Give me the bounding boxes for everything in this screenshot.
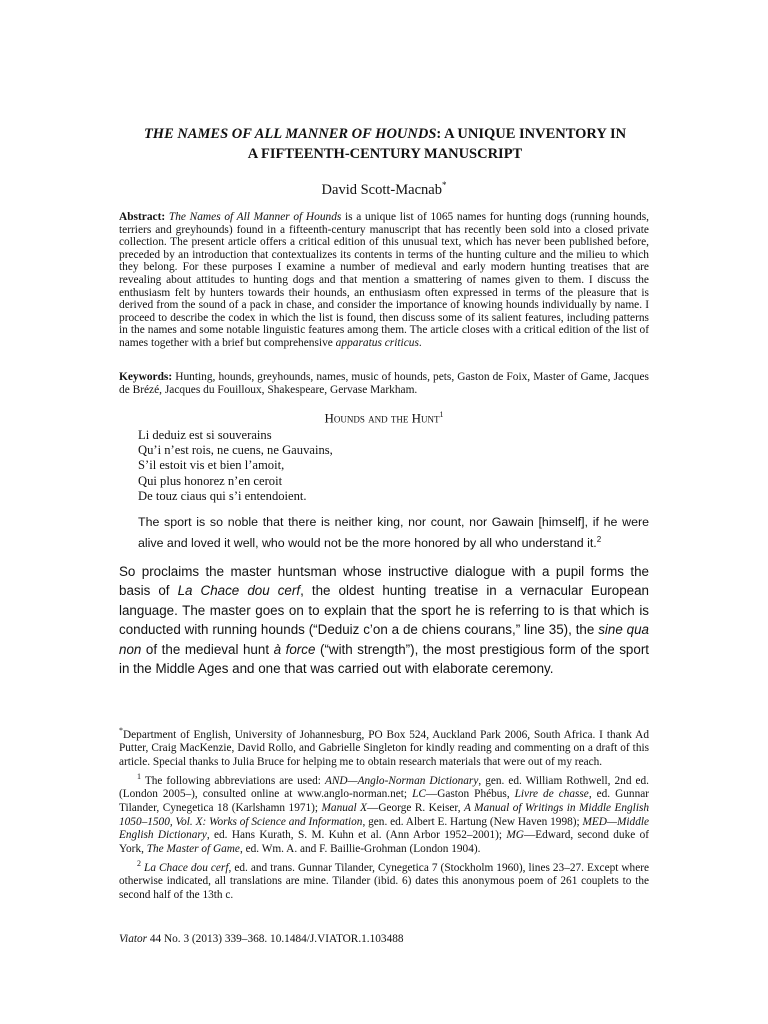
title-italic: THE NAMES OF ALL MANNER OF HOUNDS [143,126,437,142]
footnote-text: , ed. Hans Kurath, S. M. Kuhn et al. (Ann Arbor 1952–2001); [206,829,507,842]
author-line [0,180,768,199]
keywords-text: Hunting, hounds, greyhounds, names, music of hounds, pets, Gaston de Foix, Master of Game, Jacques de Brézé, Jacques du Fouilloux, Shakespeare, Gervase Markham. [119,371,649,396]
footnote-italic: A Manual of Writings in Middle English 1050–1500, Vol. X: Works of Science and Information [119,802,650,828]
footnote-italic: MED—Middle English Dictionary [119,815,649,842]
footnote-mark: 2 [137,858,141,868]
journal-name: Viator [119,933,148,945]
article-title [120,124,650,164]
abstract-text: is a unique list of 1065 names for hunting dogs (running hounds, terriers and greyhounds) found in a fifteenth-century manuscript that has recently been sold into a closed private collection. The present article offers a critical edition of this unusual text, which has never been published before, preceded by an introduction that contextualizes its contents in terms of the hunting culture and the milieu to which they belong. For these purposes I examine a number of medieval and early modern hunting treatises that are revealing about attitudes to hunting dogs and that mention a smattering of names given to them. I discuss the enthusiasm felt by hunters towards their hounds, an enthusiasm often expressed in terms of the pleasure that is derived from the sound of a pack in chase, and consider the importance of knowing hounds individually by name. I proceed to describe the codex in which the list is found, then discuss some of its salient features, including patterns in the names and some notable linguistic features among them. The article closes with a critical edition of the list of names together with a brief but comprehensive [119,211,650,349]
footnote-text: Department of English, University of Johannesburg, PO Box 524, Auckland Park 2006, South Africa. I thank Ad Putter, Craig MacKenzie, David Rollo, and Gabrielle Singleton for kindly reading and commenting on a draft of this article. Special thanks to Julia Bruce for helping me to obtain research materials that were out of my reach. [119,728,649,769]
citation-text: 44 No. 3 (2013) 339–368. 10.1484/J.VIATOR.1.103488 [147,933,404,945]
footnote-text: , ed. Gunnar Tilander, Cynegetica 18 (Karlshamn 1971); [119,788,649,815]
footnote-italic: AND—Anglo-Norman Dictionary [324,774,479,787]
body-paragraph [119,562,649,678]
footnote-1 [119,770,649,857]
verse-line: S’il estoit vis et bien l’amoit, [138,458,285,473]
footnote-text: —Gaston Phébus, [425,788,515,801]
footnote-text: —Edward, second duke of York, [119,829,649,856]
footnote-text: , ed. and trans. Gunnar Tilander, Cynegetica 7 (Stockholm 1960), lines 23–27. Except where otherwise indicated, all translations are mine. Tilander (ibid. 6) dates this anonymous poem of 261 couplets to the second half of the 13th c. [119,861,649,902]
author-footnote-mark[interactable]: * [441,180,447,190]
footnote-italic: La Chace dou cerf [144,861,229,874]
verse-quote [138,428,538,504]
abstract-italic-title: The Names of All Manner of Hounds [168,211,342,223]
section-heading [0,410,768,426]
footnote-italic: MG [506,829,524,842]
footnote-affiliation [119,724,649,770]
footnote-mark: 1 [137,771,141,781]
body-italic: à force [273,641,316,657]
verse-line: Qu’i n’est rois, ne cuens, ne Gauvains, [138,443,333,458]
journal-citation [119,933,649,945]
footnote-text: , ed. Wm. A. and F. Baillie-Grohman (London 1904). [239,843,481,856]
translation-footnote-mark[interactable]: 2 [596,535,602,544]
keywords [119,371,649,396]
body-text: , the oldest hunting treatise in a vernacular European language. The master goes on to explain that the sport he is referring to is that which is conducted with running hounds (“Deduiz c’on a de chiens courans,” line 35), the [119,583,649,638]
footnote-text: The following abbreviations are used: [141,774,325,787]
section-heading-text: Hounds and the Hunt [324,410,440,426]
footnote-italic: Livre de chasse [514,788,589,801]
body-text: of the medieval hunt [141,641,274,657]
verse-translation [138,514,649,552]
author-name: David Scott-Macnab [321,181,442,198]
footnote-mark: * [119,726,123,735]
keywords-label: Keywords: [119,371,173,383]
section-footnote-mark[interactable]: 1 [439,410,444,419]
footnote-italic: Manual X [321,802,368,815]
footnote-2 [119,857,649,903]
body-italic: La Chace dou cerf [177,583,301,599]
footnote-text: , gen. ed. Albert E. Hartung (New Haven 1998); [362,815,583,828]
body-italic: sine qua non [119,622,649,657]
footnotes [119,724,649,903]
title-rest: : A UNIQUE INVENTORY IN [436,126,627,142]
footnote-italic: The Master of Game [146,843,240,856]
translation-text: The sport is so noble that there is neither king, nor count, nor Gawain [himself], if he were alive and loved it well, who would not be the more honored by all who understand it. [138,515,649,551]
abstract-italic-end: apparatus criticus [335,336,419,349]
abstract-label: Abstract: [119,211,166,223]
abstract-end: . [418,336,422,349]
abstract [119,211,649,350]
body-text: So proclaims the master huntsman whose instructive dialogue with a pupil forms the basis of [119,564,649,599]
verse-line: Li deduiz est si souverains [138,428,272,442]
footnote-italic: LC [412,788,426,801]
verse-line: Qui plus honorez n’en ceroit [138,473,283,488]
footnote-text: —George R. Keiser, [367,802,464,815]
body-text: (“with strength”), the most prestigious form of the sport in the Middle Ages and one that was carried out with elaborate ceremony. [119,641,650,677]
verse-line: De touz ciaus qui s’i entendoient. [138,488,307,503]
title-line-2: A FIFTEENTH-CENTURY MANUSCRIPT [247,146,523,162]
footnote-text: , gen. ed. William Rothwell, 2nd ed. (London 2005–), consulted online at www.anglo-norman.net; [119,774,649,801]
